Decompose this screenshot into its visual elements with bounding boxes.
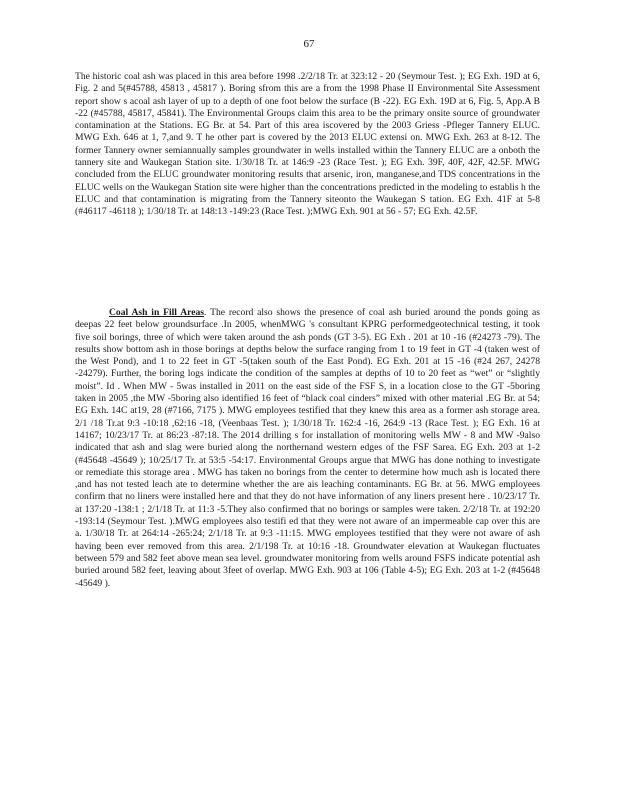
paragraph-historic-coal-ash: The historic coal ash was placed in this area before 1998 .2/2/18 Tr. at 323:12 - 20 (Seymour Test. ); EG Exh. 19D at 6, Fig. 2 and 5(#45788, 45813 , 45817 ). Boring sfrom this are a from the 1998 Phase II Environmental Site Assessment report show s acoal ash layer of up to a depth of one foot below the surface (B -22). EG Exh. 19D at 6, Fig. 5, App.A B -22 (#45788, 45817, 45841). The Environmental Groups claim this area to be the primary onsite source of groundwater contamination at the Stations. EG Br. at 54. Part of this area iscovered by the 2003 Griess -Pfleger Tannery ELUC. MWG Exh. 646 at 1, 7,and 9. T he other part is covered by the 2013 ELUC extensi on. MWG Exh. 263 at 8-12. The former Tannery owner semiannually samples groundwater in wells installed within the Tannery ELUC are a onboth the tannery site and Waukegan Station site. 1/30/18 Tr. at 146:9 -23 (Race Test. ); EG Exh. 39F, 40F, 42F, 42.5F. MWG concluded from the ELUC groundwater monitoring results that arsenic, iron, manganese,and TDS concentrations in the ELUC wells on the Waukegan Station site were higher than the concentrations predicted in the modeling to establis h the ELUC and that contamination is migrating from the Tannery siteonto the Waukegan S tation. EG Exh. 41F at 5-8 (#46117 -46118 ); 1/30/18 Tr. at 148:13 -149:23 (Race Test. );MWG Exh. 901 at 56 - 57; EG Exh. 42.5F. [75,71,540,218]
page-number: 67 [303,38,315,50]
paragraph-body: . The record also shows the presence of coal ash buried around the ponds going as deepas 22 feet below groundsurface .In 2005, whenMWG 's consultant KPRG performedgeotechnical testing, it took five soil borings, three of which were taken around the ash ponds (GT 3-5). EG Exh . 201 at 10 -16 (#24273 -79). The results show bottom ash in those borings at depths below the surface ranging from 1 to 19 feet in GT -4 (taken west of the West Pond), and 1 to 22 feet in GT -5(taken south of the East Pond). EG Exh. 201 at 15 -16 (#24 267, 24278 -24279). Further, the boring logs indicate the condition of the samples at depths of 10 to 20 feet as “wet” or “slightly moist”. Id . When MW - 5was installed in 2011 on the east side of the FSF S, in a location close to the GT -5boring taken in 2005 ,the MW -5boring also identified 16 feet of “black coal cinders” mixed with other material .EG Br. at 54; EG Exh. 14C at19, 28 (#7166, 7175 ). MWG employees testified that they knew this area as a former ash storage area. 2/1 /18 Tr.at 9:3 -10:18 ,62:16 -18, (Veenbaas Test. ); 1/30/18 Tr. 162:4 -16, 264:9 -13 (Race Test. ); EG Exh. 16 at 14167; 10/23/17 Tr. at 86:23 -87:18. The 2014 drilling s for installation of monitoring wells MW - 8 and MW -9also indicated that ash and slag were buried along the northernand western edges of the FSF Sarea. EG Exh. 203 at 1-2 (#45648 -45649 ); 10/25/17 Tr. at 53:5 -54:17. Environmental Groups argue that MWG has done nothing to investigate or remediate this storage area . MWG has taken no borings from the center to determine how much ash is located there ,and has not tested leach ate to determine whether the are ais leaching contaminants. EG Br. at 56. MWG employees confirm that no liners were installed here and that they do not have information of any liners present here . 10/23/17 Tr. at 137:20 -138:1 ; 2/1/18 Tr. at 11:3 -5.They also confirmed that no borings or samples were taken. 2/2/18 Tr. at 192:20 -193:14 (Seymour Test. ).MWG employees also testifi ed that they were not aware of an impermeable cap over this are a. 1/30/18 Tr. at 264:14 -265:24; 2/1/18 Tr. at 9:3 -11:15. MWG employees testified that they were not aware of ash having been ever removed from this area. 2/1/198 Tr. at 10:16 -18. Groundwater elevation at Waukegan fluctuates between 579 and 582 feet above mean sea level. groundwater monitoring from wells around FSFS indicate potential ash buried around 582 feet, leaving about 3feet of overlap. MWG Exh. 903 at 106 (Table 4-5); EG Exh. 203 at 1-2 (#45648 -45649 ). [75,307,540,589]
paragraph-coal-ash-fill-areas [75,307,540,590]
section-heading: Coal Ash in Fill Areas [109,307,205,318]
